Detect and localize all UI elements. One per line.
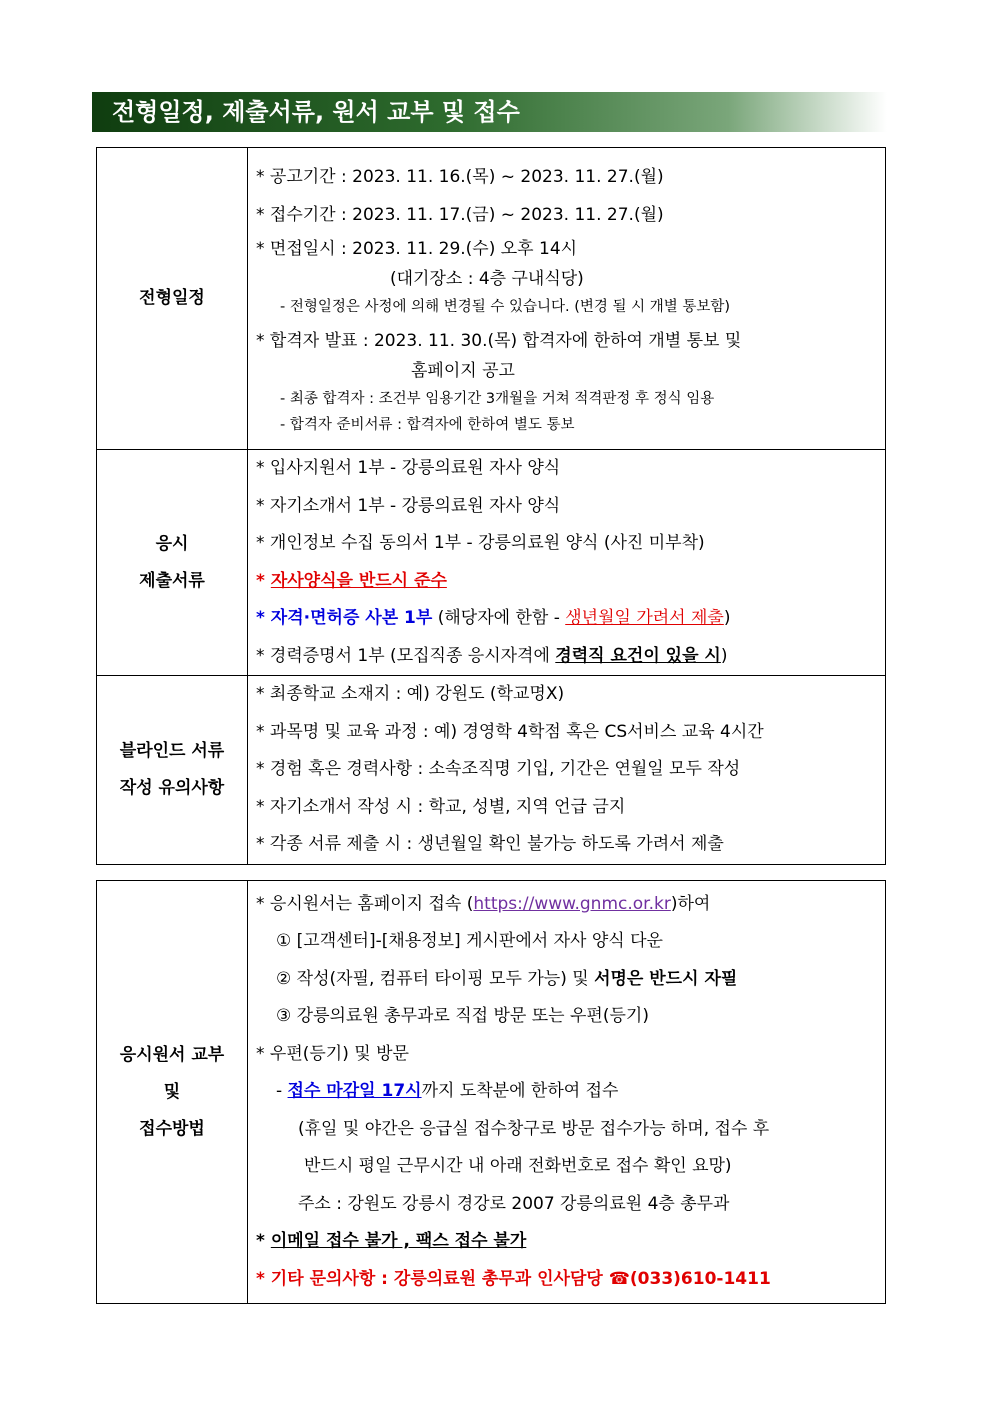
apply-label-line1: 응시원서 교부 xyxy=(119,1044,225,1065)
apply-table xyxy=(96,880,886,1304)
blind-school: * 최종학교 소재지 : 예) 강원도 (학교명X) xyxy=(256,684,565,704)
apply-no-email xyxy=(256,1223,885,1261)
doc-license-title: * 자격·면허증 사본 1부 xyxy=(256,608,433,628)
apply-homepage xyxy=(256,886,885,924)
blind-label xyxy=(97,676,248,865)
apply-deadline xyxy=(256,1073,885,1111)
doc-form-text: 자사양식을 반드시 준수 xyxy=(270,570,447,591)
doc-license-end: ) xyxy=(723,608,731,628)
apply-no-email-text: 이메일 접수 불가 , 팩스 접수 불가 xyxy=(270,1231,527,1252)
apply-step1: ① [고객센터]-[채용정보] 게시판에서 자사 양식 다운 xyxy=(276,931,663,952)
apply-deadline-text: 까지 도착분에 한하여 접수 xyxy=(421,1081,619,1102)
doc-privacy-consent: * 개인정보 수집 동의서 1부 - 강릉의료원 양식 (사진 미부착) xyxy=(256,533,705,553)
apply-contact: * 기타 문의사항 : 강릉의료원 총무과 인사담당 ☎(033)610-1411 xyxy=(256,1268,771,1289)
section-title: 전형일정, 제출서류, 원서 교부 및 접수 xyxy=(92,92,887,132)
apply-step3: ③ 강릉의료원 총무과로 직접 방문 또는 우편(등기) xyxy=(276,1006,649,1027)
blind-label-line2: 작성 유의사항 xyxy=(119,777,225,798)
doc-career-text: * 경력증명서 1부 (모집직종 응시자격에 xyxy=(256,645,556,666)
final-pass-note: - 최종 합격자 : 조건부 임용기간 3개월을 거쳐 적격판정 후 정식 임용 xyxy=(280,391,715,407)
apply-address: 주소 : 강원도 강릉시 경강로 2007 강릉의료원 4층 총무과 xyxy=(298,1193,730,1214)
schedule-note: - 전형일정은 사정에 의해 변경될 수 있습니다. (변경 될 시 개별 통보함) xyxy=(280,299,731,315)
apply-step2-sign: 서명은 반드시 자필 xyxy=(594,968,738,989)
docs-label-line1: 응시 xyxy=(155,533,189,554)
doc-form-notice xyxy=(256,563,885,601)
homepage-link[interactable]: https://www.gnmc.or.kr xyxy=(473,893,671,914)
docs-label xyxy=(97,450,248,676)
schedule-content xyxy=(248,148,886,450)
doc-license xyxy=(256,600,885,638)
blind-label-line1: 블라인드 서류 xyxy=(119,740,225,761)
apply-no-email-star: * xyxy=(256,1231,271,1252)
result-announcement: * 합격자 발표 : 2023. 11. 30.(목) 합격자에 한하여 개별 통보 및 xyxy=(256,331,742,351)
doc-career xyxy=(256,638,885,676)
doc-license-hide: 생년월일 가려서 제출 xyxy=(565,608,724,628)
blind-career: * 경험 혹은 경력사항 : 소속조직명 기입, 기간은 연월일 모두 작성 xyxy=(256,759,741,779)
apply-label-line3: 접수방법 xyxy=(139,1118,205,1139)
interview-date: * 면접일시 : 2023. 11. 29.(수) 오후 14시 xyxy=(256,239,578,259)
docs-label-line2: 제출서류 xyxy=(139,570,205,591)
apply-homepage-end: )하여 xyxy=(670,893,711,914)
apply-deadline-time: 접수 마감일 17시 xyxy=(287,1081,422,1102)
doc-self-intro: * 자기소개서 1부 - 강릉의료원 자사 양식 xyxy=(256,495,561,516)
apply-confirm-note: 반드시 평일 근무시간 내 아래 전화번호로 접수 확인 요망) xyxy=(304,1156,732,1177)
blind-self-intro: * 자기소개서 작성 시 : 학교, 성별, 지역 언급 금지 xyxy=(256,796,626,817)
doc-career-cond: 경력직 요건이 있을 시 xyxy=(555,645,721,666)
doc-application: * 입사지원서 1부 - 강릉의료원 자사 양식 xyxy=(256,458,561,478)
blind-docs: * 각종 서류 제출 시 : 생년월일 확인 불가능 하도록 가려서 제출 xyxy=(256,834,724,854)
schedule-label: 전형일정 xyxy=(97,148,248,450)
application-period: * 접수기간 : 2023. 11. 17.(금) ~ 2023. 11. 27.(월) xyxy=(256,204,664,225)
apply-step2-text: ② 작성(자필, 컴퓨터 타이핑 모두 가능) 및 xyxy=(276,968,595,989)
pass-docs-note: - 합격자 준비서류 : 합격자에 한하여 별도 통보 xyxy=(280,417,575,433)
doc-form-star: * xyxy=(256,570,271,591)
apply-label xyxy=(97,881,248,1304)
docs-content xyxy=(248,450,886,676)
apply-content xyxy=(248,881,886,1304)
apply-step2 xyxy=(256,961,885,999)
docs-row xyxy=(97,450,886,676)
notice-period: * 공고기간 : 2023. 11. 16.(목) ~ 2023. 11. 27.(월) xyxy=(256,167,664,187)
apply-row xyxy=(97,881,886,1304)
doc-career-end: ) xyxy=(720,645,728,666)
blind-content xyxy=(248,676,886,865)
schedule-docs-table xyxy=(96,147,886,865)
apply-holiday-note: (휴일 및 야간은 응급실 접수창구로 방문 접수가능 하며, 접수 후 xyxy=(298,1118,770,1139)
apply-label-line2: 및 xyxy=(163,1081,181,1102)
apply-deadline-dash: - xyxy=(276,1081,288,1102)
doc-license-cond: (해당자에 한함 - xyxy=(432,608,566,628)
schedule-row xyxy=(97,148,886,450)
apply-mail-visit: * 우편(등기) 및 방문 xyxy=(256,1043,409,1064)
result-announcement-cont: 홈페이지 공고 xyxy=(411,361,515,381)
apply-homepage-text: * 응시원서는 홈페이지 접속 ( xyxy=(256,893,474,914)
blind-row xyxy=(97,676,886,865)
waiting-place: (대기장소 : 4층 구내식당) xyxy=(390,269,584,289)
blind-course: * 과목명 및 교육 과정 : 예) 경영학 4학점 혹은 CS서비스 교육 4시간 xyxy=(256,721,764,742)
